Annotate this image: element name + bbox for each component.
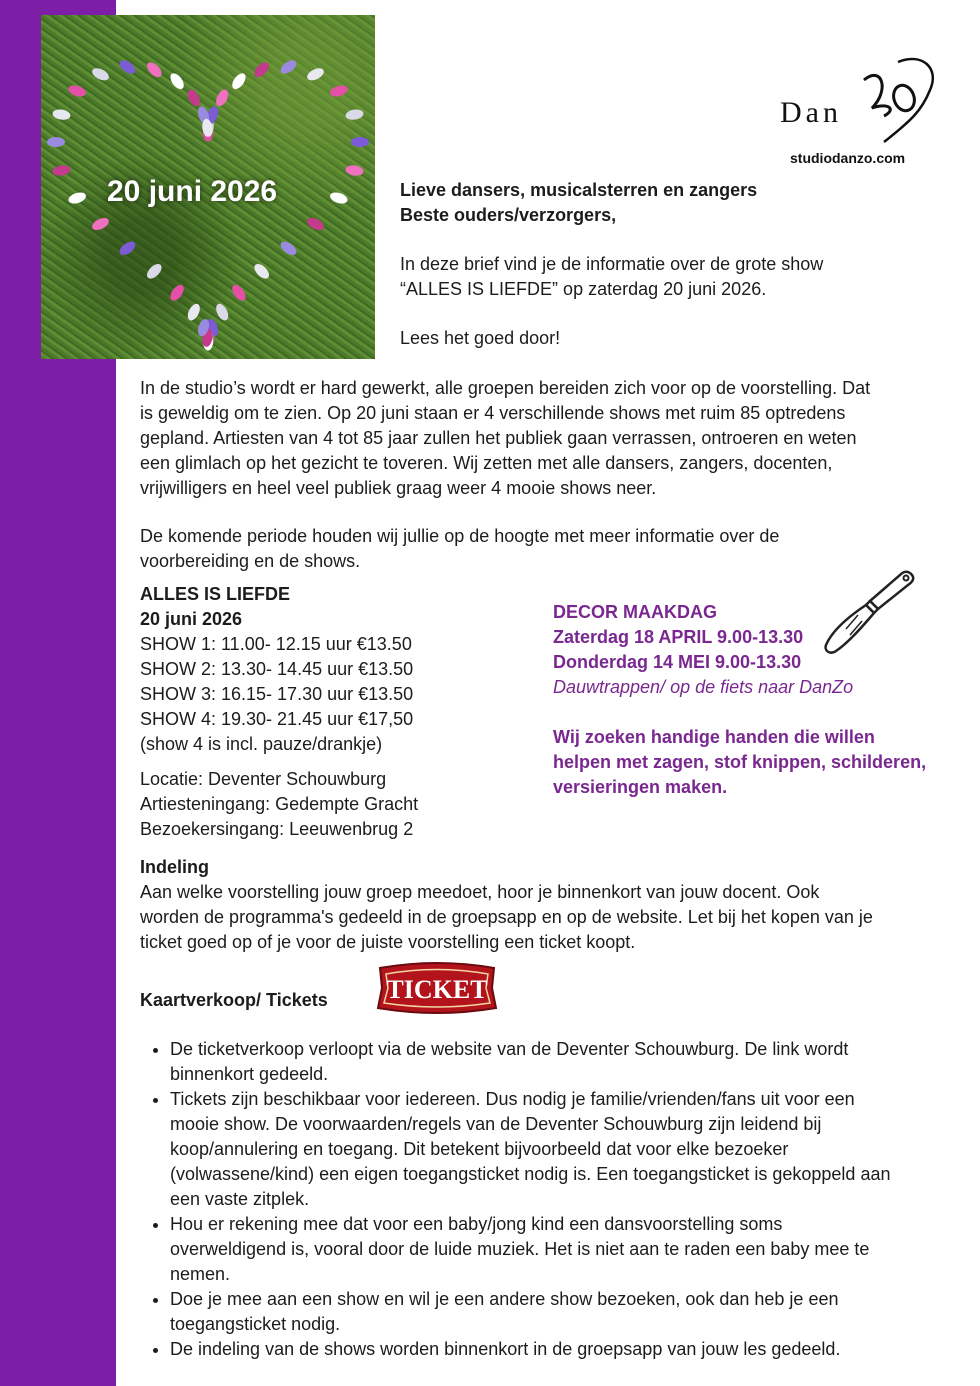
dancer-figure	[117, 239, 137, 258]
dancer-figure	[305, 215, 326, 232]
dancer-figure	[168, 71, 187, 91]
dancer-figure	[230, 71, 249, 91]
intro-paragraph	[140, 376, 870, 501]
show-line: SHOW 4: 19.30- 21.45 uur €17,50	[140, 709, 414, 729]
svg-text:Dan: Dan	[780, 96, 842, 129]
list-item	[170, 1287, 970, 1337]
ticket-label: TICKET	[386, 975, 488, 1004]
intro-line-2: “ALLES IS LIEFDE” op zaterdag 20 juni 2026.	[400, 279, 767, 299]
dancer-figure	[345, 164, 364, 177]
dancer-figure	[214, 302, 231, 323]
list-line: koop/annulering en toegang. Dit betekent bijvoorbeeld dat voor elke bezoeker	[170, 1139, 789, 1159]
list-item	[170, 1037, 970, 1087]
intro-line-1: In deze brief vind je de informatie over de grote show	[400, 254, 824, 274]
location-line: Bezoekersingang: Leeuwenbrug 2	[140, 819, 414, 839]
dancer-figure	[214, 88, 231, 109]
dancer-figure	[144, 60, 164, 80]
dancer-figure	[67, 83, 87, 98]
paragraph-line: In de studio’s wordt er hard gewerkt, alle groepen bereiden zich voor op de voorstelling. Dat	[140, 378, 871, 398]
dancer-figure	[117, 58, 137, 77]
read-carefully-note: Lees het goed door!	[400, 328, 561, 348]
dancer-figure	[47, 137, 65, 147]
list-line: • Hou er rekening mee dat voor een baby/jong kind een dansvoorstelling soms	[170, 1214, 783, 1234]
dancer-figure	[278, 58, 298, 77]
greeting-dancers: Lieve dansers, musicalsterren en zangers	[400, 180, 758, 200]
dancer-figure	[185, 88, 202, 109]
dancer-figure	[345, 108, 364, 121]
paragraph-line: is geweldig om te zien. Op 20 juni staan er 4 verschillende shows met ruim 85 optredens	[140, 403, 846, 423]
dancer-figure	[230, 283, 249, 303]
dancer-figure	[90, 215, 111, 232]
list-line: binnenkort gedeeld.	[170, 1064, 329, 1084]
list-line: een vaste zitplek.	[170, 1189, 310, 1209]
show-line: (show 4 is incl. pauze/drankje)	[140, 734, 383, 754]
paragraph-line: vrijwilligers en heel veel publiek graag weer 4 mooie shows neer.	[140, 478, 657, 498]
decor-title: DECOR MAAKDAG	[553, 602, 717, 622]
decor-help-line: helpen met zagen, stof knippen, schilderen,	[553, 752, 927, 772]
paragraph-line: De komende periode houden wij jullie op de hoogte met meer informatie over de	[140, 526, 780, 546]
list-line: overweldigend is, vooral door de luide muziek. Het is niet aan te raden een baby mee te	[170, 1239, 870, 1259]
indeling-title: Indeling	[140, 857, 209, 877]
indeling-line: Aan welke voorstelling jouw groep meedoet, hoor je binnenkort van jouw docent. Ook	[140, 882, 820, 902]
list-line: • De ticketverkoop verloopt via de website van de Deventer Schouwburg. De link wordt	[170, 1039, 849, 1059]
decor-help-line: versieringen maken.	[553, 777, 728, 797]
dancer-figure	[52, 108, 71, 121]
dancer-figure	[329, 83, 349, 98]
show-line: SHOW 1: 11.00- 12.15 uur €13.50	[140, 634, 412, 654]
dancer-figure	[168, 283, 187, 303]
indeling-line: worden de programma's gedeeld in de groepsapp en op de website. Let bij het kopen van je	[140, 907, 873, 927]
location-block	[140, 767, 418, 842]
dancer-figure	[252, 261, 272, 281]
list-line: (volwassene/kind) een eigen toegangsticket nodig is. Een toegangsticket is gekoppeld aan	[170, 1164, 891, 1184]
photo-date-overlay: 20 juni 2026	[107, 175, 278, 208]
list-item	[170, 1337, 970, 1362]
show-schedule	[140, 582, 413, 757]
decor-date-1: Zaterdag 18 APRIL 9.00-13.30	[553, 627, 804, 647]
dancers-heart-photo	[41, 15, 375, 359]
dancer-figure	[278, 239, 298, 258]
dancer-figure	[185, 302, 202, 323]
list-line: • Tickets zijn beschikbaar voor iedereen. Dus nodig je familie/vrienden/fans uit voor een	[170, 1089, 855, 1109]
dancer-figure	[52, 164, 71, 177]
dancer-figure	[329, 190, 349, 205]
list-line: • De indeling van de shows worden binnenkort in de groepsapp van jouw les gedeeld.	[170, 1339, 841, 1359]
decor-date-2: Donderdag 14 MEI 9.00-13.30	[553, 652, 802, 672]
paragraph-line: een glimlach op het gezicht te toveren. Wij zetten met alle dansers, zangers, docenten,	[140, 453, 833, 473]
greeting-parents: Beste ouders/verzorgers,	[400, 205, 617, 225]
paintbrush-icon	[818, 565, 918, 660]
location-line: Locatie: Deventer Schouwburg	[140, 769, 387, 789]
show-title: ALLES IS LIEFDE	[140, 584, 291, 604]
logo-url: studiodanzo.com	[790, 150, 906, 166]
dancer-figure	[67, 190, 87, 205]
show-line: SHOW 2: 13.30- 14.45 uur €13.50	[140, 659, 414, 679]
location-line: Artiesteningang: Gedempte Gracht	[140, 794, 419, 814]
decor-note: Dauwtrappen/ op de fiets naar DanZo	[553, 677, 854, 697]
paragraph-line: gepland. Artiesten van 4 tot 85 jaar zullen het publiek gaan verrassen, ontroeren en weten	[140, 428, 857, 448]
list-line: mooie show. De voorwaarden/regels van de Deventer Schouwburg zijn leidend bij	[170, 1114, 822, 1134]
list-line: • Doe je mee aan een show en wil je een andere show bezoeken, ook dan heb je een	[170, 1289, 839, 1309]
list-item	[170, 1212, 970, 1287]
ticket-icon	[374, 958, 500, 1020]
tickets-title: Kaartverkoop/ Tickets	[140, 990, 328, 1010]
dancer-figure	[351, 137, 369, 147]
paragraph-line: voorbereiding en de shows.	[140, 551, 361, 571]
indeling-section	[140, 855, 873, 955]
decor-help-line: Wij zoeken handige handen die willen	[553, 727, 875, 747]
ticket-info-list	[140, 1037, 970, 1362]
dancer-figure	[90, 66, 111, 83]
list-item	[170, 1087, 970, 1212]
dancer-figure	[144, 261, 164, 281]
list-line: nemen.	[170, 1264, 231, 1284]
indeling-line: ticket goed op of je voor de juiste voorstelling een ticket koopt.	[140, 932, 636, 952]
update-paragraph	[140, 524, 779, 574]
list-line: toegangsticket nodig.	[170, 1314, 341, 1334]
show-line: SHOW 3: 16.15- 17.30 uur €13.50	[140, 684, 414, 704]
dancer-figure	[305, 66, 326, 83]
show-date: 20 juni 2026	[140, 609, 243, 629]
dancer-figure	[252, 60, 272, 80]
